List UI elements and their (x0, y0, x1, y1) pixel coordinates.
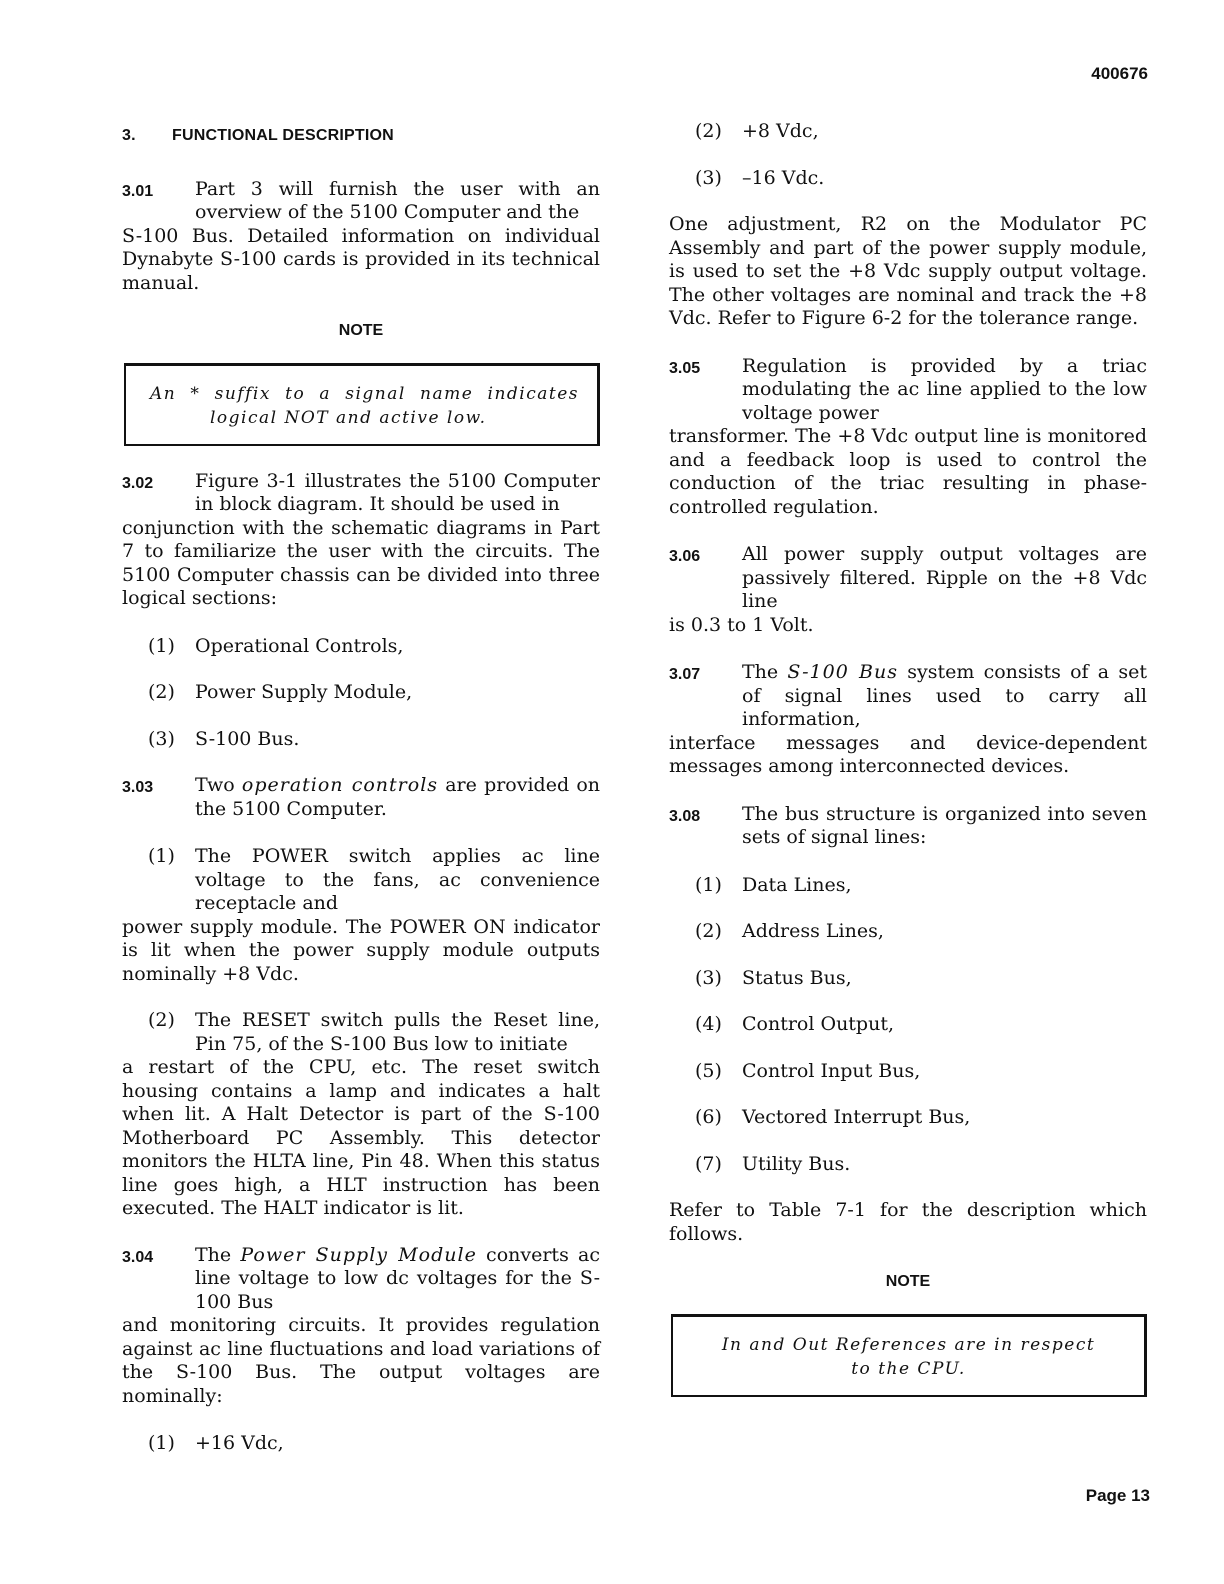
paragraph-text (122, 1244, 600, 1315)
list-marker: (1) (695, 873, 722, 896)
list-item (695, 967, 1147, 991)
note-label: NOTE (338, 322, 384, 339)
paragraph-3-03 (122, 774, 600, 821)
list-marker: (7) (695, 1152, 722, 1175)
list-item (122, 845, 600, 986)
left-column (122, 120, 600, 1479)
list-marker: (4) (695, 1013, 722, 1035)
list-item (695, 874, 1147, 898)
list-marker: (1) (148, 845, 175, 867)
list-marker: (3) (695, 966, 722, 989)
list-item (695, 1153, 1147, 1177)
text-segment: converts ac line voltage to low dc voltages for the S-100 Bus (195, 1243, 600, 1313)
list-item (695, 120, 1147, 144)
text-segment: are provided on the 5100 Computer. (195, 774, 600, 820)
list-item (148, 681, 600, 705)
section-number: 3. (122, 127, 136, 144)
list-marker: (2) (695, 920, 722, 942)
list-text: a restart of the CPU, etc. The reset switch housing contains a lamp and indicates a halt when lit. A Halt Detector is part of the S-100 Motherboard PC Assembly. This detector monitors the HLTA line, Pin 48. When this status line goes high, a HLT instruction has been executed. The HALT indicator is lit. (122, 1056, 600, 1219)
list-text: Control Input Bus, (742, 1059, 921, 1082)
paragraph-text: One adjustment, R2 on the Modulator PC Assembly and part of the power supply module, is used to set the +8 Vdc supply output voltage. The other voltages are nominal and track the +8 Vdc. Refer to Figure 6-2 for the tolerance range. (669, 213, 1147, 329)
list-item (695, 1106, 1147, 1130)
emphasis-text: Power Supply Module (240, 1243, 477, 1266)
list-item (695, 920, 1147, 944)
emphasis-text: S-100 Bus (787, 661, 898, 683)
text-segment: system consists of a set of signal lines used to carry all information, (742, 661, 1147, 730)
document-number: 400676 (1091, 64, 1148, 83)
paragraph-3-05 (669, 355, 1147, 520)
list-marker: (2) (148, 1009, 175, 1031)
note-box (671, 1314, 1147, 1397)
adjustment-paragraph (669, 213, 1147, 331)
paragraph-3-08 (669, 803, 1147, 850)
list-text: Data Lines, (742, 873, 852, 896)
list-item (148, 635, 600, 659)
paragraph-text: Refer to Table 7-1 for the description which follows. (669, 1199, 1147, 1245)
paragraph-text: S-100 Bus. Detailed information on individual Dynabyte S-100 cards is provided in its technical manual. (122, 224, 600, 294)
list-marker: (3) (695, 166, 722, 189)
list-text: Status Bus, (742, 966, 852, 989)
list-item (695, 167, 1147, 191)
list-text: The POWER switch applies ac line voltage to the fans, ac convenience receptacle and (195, 845, 600, 914)
paragraph-number: 3.01 (122, 182, 154, 200)
list-text: The RESET switch pulls the Reset line, Pin 75, of the S-100 Bus low to initiate (195, 1009, 600, 1055)
section-heading (122, 124, 600, 148)
list-text: S-100 Bus. (195, 727, 300, 750)
list-text: power supply module. The POWER ON indicator is lit when the power supply module outputs nominally +8 Vdc. (122, 915, 600, 985)
paragraph-number: 3.04 (122, 1248, 154, 1266)
paragraph-number: 3.07 (669, 666, 701, 683)
right-column (669, 120, 1147, 1421)
page-number: Page 13 (1085, 1486, 1150, 1505)
list-item (148, 1432, 600, 1456)
list-text: Vectored Interrupt Bus, (742, 1106, 971, 1128)
paragraph-3-01 (122, 178, 600, 296)
list-marker: (1) (148, 634, 175, 657)
paragraph-text: is 0.3 to 1 Volt. (669, 613, 814, 636)
paragraph-text: interface messages and device-dependent messages among interconnected devices. (669, 731, 1147, 777)
list-item (695, 1060, 1147, 1084)
note-text: logical NOT and active low. (210, 407, 487, 428)
paragraph-text: and monitoring circuits. It provides regulation against ac line fluctuations and load variations of the S-100 Bus. The output voltages are nominally: (122, 1314, 600, 1407)
list-marker: (5) (695, 1059, 722, 1082)
list-item (122, 1009, 600, 1221)
list-text: +8 Vdc, (742, 120, 819, 142)
text-segment: Two (195, 774, 242, 796)
list-item (695, 1013, 1147, 1037)
paragraph-3-02 (122, 470, 600, 611)
paragraph-number: 3.02 (122, 474, 154, 492)
list-text: Utility Bus. (742, 1152, 851, 1175)
paragraph-3-07 (669, 661, 1147, 779)
text-segment: The (195, 1243, 241, 1266)
emphasis-text: operation controls (241, 774, 439, 796)
paragraph-text (122, 774, 600, 821)
note-text: to the CPU. (851, 1358, 966, 1379)
list-text: +16 Vdc, (195, 1432, 284, 1454)
paragraph-text: transformer. The +8 Vdc output line is monitored and a feedback loop is used to control the conduction of the triac resulting in phase-controlled regulation. (669, 425, 1147, 518)
paragraph-text: conjunction with the schematic diagrams in Part 7 to familiarize the user with the circuits. The 5100 Computer chassis can be divided into three logical sections: (122, 516, 600, 609)
list-marker: (6) (695, 1106, 722, 1128)
paragraph-3-06 (669, 543, 1147, 637)
paragraph-text: Regulation is provided by a triac modulating the ac line applied to the low voltage power (742, 354, 1147, 424)
list-text: Operational Controls, (195, 634, 404, 657)
section-title: FUNCTIONAL DESCRIPTION (172, 127, 394, 144)
list-marker: (2) (148, 681, 175, 703)
paragraph-number: 3.03 (122, 779, 154, 796)
paragraph-text: Figure 3-1 illustrates the 5100 Computer in block diagram. It should be used in (195, 469, 600, 515)
text-segment: The (742, 661, 788, 683)
paragraph-number: 3.06 (669, 548, 701, 565)
note-label: NOTE (885, 1273, 931, 1290)
paragraph-text: All power supply output voltages are passively filtered. Ripple on the +8 Vdc line (742, 543, 1147, 612)
paragraph-3-04 (122, 1244, 600, 1409)
note-text: In and Out References are in respect (721, 1334, 1096, 1355)
paragraph-text (669, 661, 1147, 732)
list-text: Address Lines, (742, 920, 884, 942)
list-text: Power Supply Module, (195, 681, 413, 703)
paragraph-text: Part 3 will furnish the user with an overview of the 5100 Computer and the (195, 177, 600, 223)
list-text: Control Output, (742, 1013, 895, 1035)
list-marker: (2) (695, 120, 722, 142)
paragraph-number: 3.08 (669, 807, 701, 825)
paragraph-number: 3.05 (669, 359, 701, 377)
note-text: An * suffix to a signal name indicates (150, 383, 579, 404)
refer-paragraph (669, 1199, 1147, 1246)
list-marker: (3) (148, 727, 175, 750)
list-item (148, 728, 600, 752)
paragraph-text: The bus structure is organized into seven sets of signal lines: (742, 802, 1147, 848)
list-text: –16 Vdc. (742, 166, 825, 189)
list-marker: (1) (148, 1432, 175, 1454)
note-box (124, 363, 600, 446)
